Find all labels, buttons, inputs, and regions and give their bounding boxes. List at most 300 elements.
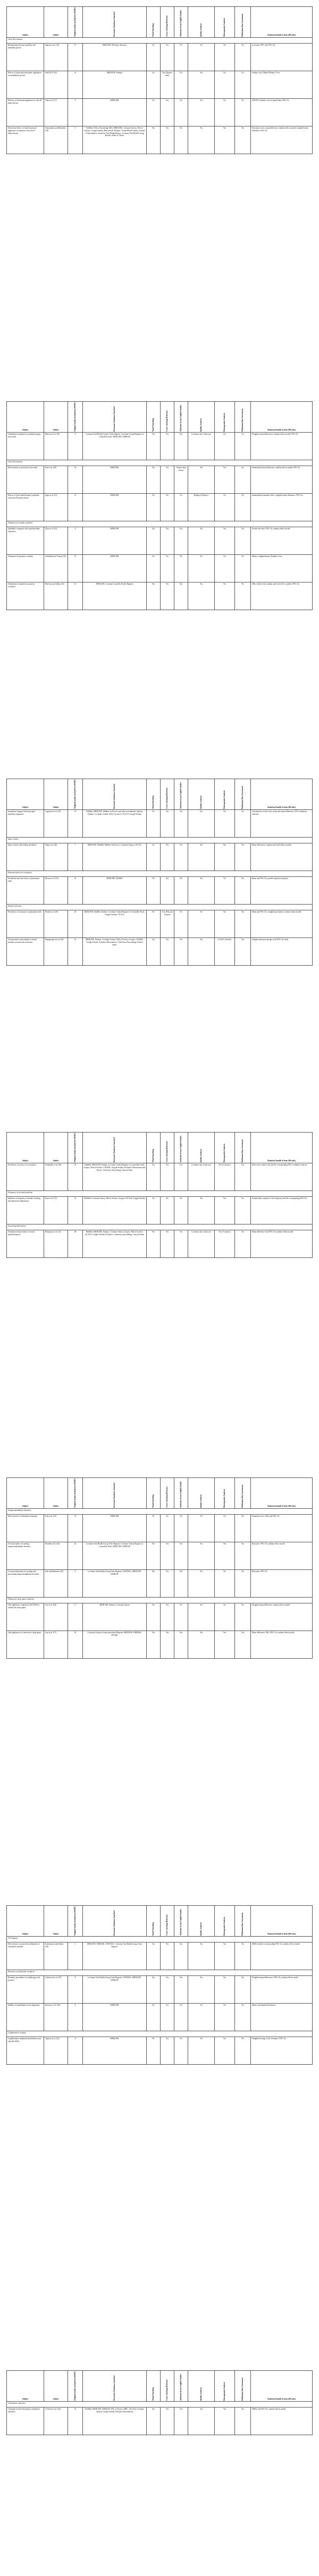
column-header [174, 7, 188, 38]
table-cell: Parametric tests; ORs with 95% CIs [251, 1514, 313, 1542]
table-cell: Yes [235, 1631, 251, 1658]
column-header-label: Cross-checking Reference [166, 410, 169, 432]
section-heading: Dental extraction [7, 904, 313, 910]
table-cell: Pooled effect; analysis of the frequency and the corresponding 95% CIs [251, 1196, 313, 1224]
table-cell: Yes [161, 126, 174, 154]
column-header-label: Publication Bias Assessment [241, 1139, 244, 1162]
section-heading: Orthodontic education [7, 2401, 313, 2407]
section-heading: Frequency of occlusal problems [7, 1190, 313, 1196]
table-row [7, 1942, 313, 1970]
table-header-row [7, 2371, 313, 2402]
column-header [147, 402, 161, 433]
table-row [7, 527, 313, 554]
table-cell: Yes [188, 126, 215, 154]
table-cell: Yes [188, 466, 215, 493]
table-row [7, 1542, 313, 1569]
table-cell: No [215, 432, 235, 460]
column-header [215, 402, 235, 433]
table-row [7, 1163, 313, 1190]
column-header [68, 402, 83, 433]
table-cell: Effectiveness of powered toothbrushes in orthodontic patients [7, 1942, 44, 1970]
column-header [147, 1906, 161, 1937]
column-header-label: Hand Searching [152, 1149, 155, 1162]
table-cell: No [147, 493, 161, 521]
table-cell: Yes [161, 1631, 174, 1658]
table-cell: Yes [188, 71, 215, 98]
table-cell: Yes [188, 1542, 215, 1569]
table-row [7, 466, 313, 493]
column-header-label: Inclusion of non-English Studies [180, 782, 182, 809]
table-cell: No [215, 582, 235, 610]
table-cell: Yes [147, 1230, 161, 1257]
table-cell: SMDs with the corresponding 95% CIs; random effects model [251, 1942, 313, 1970]
table-header-row [7, 1133, 313, 1163]
column-header: Statistical handle of data (SR only) [251, 402, 313, 433]
table-cell: Yes [147, 432, 161, 460]
table-cell: No [174, 43, 188, 71]
table-cell: Yes [188, 2037, 215, 2064]
column-header-label: Original studies included in SR/MA [74, 402, 77, 432]
table-cell: Cochrane risk of bias tool [188, 432, 215, 460]
table-cell: Yes [147, 527, 161, 554]
table-cell: No [215, 1569, 235, 1597]
table-cell: Computer-assisted learning in orthodontic education [7, 2407, 44, 2435]
systematic-review-table [6, 2370, 313, 2435]
section-heading: Cephalometric analysis [7, 2031, 313, 2037]
section-row [7, 1970, 313, 1975]
table-cell: Means; weighted mean; Student's t-test [251, 554, 313, 582]
table-cell: 12 [68, 493, 83, 521]
table-cell: No [174, 493, 188, 521]
table-cell: Yes [235, 1542, 251, 1569]
table-cell: Treatment for posterior crossbite [7, 554, 44, 582]
column-header: Statistical handle of data (SR only) [251, 1478, 313, 1509]
column-header: Author [44, 1478, 68, 1509]
table-cell: No [235, 1569, 251, 1597]
table-cell: Yes [215, 1942, 235, 1970]
table-cell: Yes [174, 1975, 188, 2003]
column-header [215, 1906, 235, 1937]
table-cell: 17 [68, 1603, 83, 1631]
table-cell: 8 [68, 1975, 83, 2003]
table-cell: MEDLINE [83, 98, 147, 126]
section-heading: Obstructive sleep apnea syndrome [7, 1597, 313, 1603]
table-cell: MEDLINE, Cochrane Controlled Trials Register [83, 582, 147, 610]
table-row [7, 1230, 313, 1257]
column-header [83, 2371, 147, 2402]
table-cell: ANOVA; Student t test for paired data; 95% CIs [251, 98, 313, 126]
table-cell: Rossouw et al. [40] [44, 2003, 68, 2031]
table-cell: Orthodontic treatment for prominent upper front teeth [7, 432, 44, 460]
column-header: Subject [7, 1133, 44, 1163]
table-cell: Yes [188, 938, 215, 965]
table-cell: Yes [188, 843, 215, 871]
table-header-row [7, 402, 313, 433]
table-cell: No [235, 432, 251, 460]
section-row [7, 1936, 313, 1942]
table-cell: Lim et al. [36] [44, 1603, 68, 1631]
table-cell: Yes [188, 1942, 215, 1970]
column-header-label: Original studies included in SR/MA [74, 1906, 77, 1936]
column-header [174, 2371, 188, 2402]
table-cell: Standardized mean difference; random effects model; 95% CIs [251, 466, 313, 493]
table-cell: PubMed, MEDLINE, Embase, Cochrane Library, Scopus, Web of Science, LILACS, Google Scholar, ProQuest, Conference proceedings, Grey literature [83, 1230, 147, 1257]
table-cell: Yes [188, 1603, 215, 1631]
table-cell: Yes [161, 1603, 174, 1631]
table-cell: Yes [161, 43, 174, 71]
table-cell: ORs; relative risk; random and fixed effects models; 95% CIs [251, 582, 313, 610]
table-cell: 12 [68, 1196, 83, 1224]
table-cell: Original mean percentages with 95% CIs; Stata [251, 938, 313, 965]
table-cell: Descriptive tests, mean difference; random effects model; weighted mean difference; 95% CIs [251, 126, 313, 154]
table-cell: Yes [174, 1542, 188, 1569]
column-header-label: Original studies included in SR/MA [74, 780, 77, 809]
column-header [188, 779, 215, 810]
column-header [83, 779, 147, 810]
section-heading: Space closure [7, 837, 313, 843]
table-cell: Calculations of effect size; mean and mean differences; 95% confidence intervals [251, 809, 313, 837]
column-header [174, 1478, 188, 1509]
table-cell: Effects of functional orthodontic appliances on mandibular growth [7, 71, 44, 98]
column-header-label: Electronic Databases Searched [113, 1482, 116, 1508]
systematic-review-table [6, 1132, 313, 1258]
table-row [7, 432, 313, 460]
column-header: Statistical handle of data (SR only) [251, 779, 313, 810]
table-cell: No [174, 71, 188, 98]
table-row [7, 876, 313, 904]
table-cell: Prevalence and risk factors of permanent teeth [7, 876, 44, 904]
column-header-label: Hand Searching [152, 1922, 155, 1936]
column-header-label: Quality Analysis [200, 2387, 203, 2401]
table-cell: Yes [161, 2037, 174, 2064]
section-heading: Temporomandibular disorders [7, 1508, 313, 1514]
section-heading: Class III treatment [7, 37, 313, 43]
table-row [7, 843, 313, 871]
table-cell: No [147, 910, 161, 938]
table-cell: No [235, 71, 251, 98]
table-cell: Yes [188, 2407, 215, 2435]
table-cell: No [147, 876, 161, 904]
table-cell: Weighted mean difference; random effects model [251, 1603, 313, 1631]
table-cell: Lim et al. [37] [44, 1631, 68, 1658]
table-cell: MEDLINE, Embase, Cochrane Library, Web of Science, Scopus, CINAHL, Google Scholar, ProQuest Dissertations, Conference Proceedings Citation Index [83, 938, 147, 965]
table-cell: 10 [68, 2407, 83, 2435]
table-cell: 16 [68, 1631, 83, 1658]
table-cell: No [174, 1603, 188, 1631]
table-row [7, 582, 313, 610]
column-header [215, 1133, 235, 1163]
column-header [68, 1478, 83, 1509]
column-header-label: Original studies included in SR/MA [74, 7, 77, 37]
table-cell: Yes [161, 1569, 174, 1597]
column-header-label: Cross-checking Reference [166, 1914, 169, 1936]
table-cell: 7 [68, 843, 83, 871]
table-row [7, 493, 313, 521]
table-cell: 16 [68, 876, 83, 904]
column-header-label: Quality Analysis [200, 23, 203, 37]
section-heading: Oral hygiene [7, 1936, 313, 1942]
table-cell: Cochrane Oral Health Group Trials Register, CENTRAL, MEDLINE, EMBASE [83, 1569, 147, 1597]
table-row [7, 1196, 313, 1224]
column-header [83, 402, 147, 433]
table-cell: Chinese data shown [174, 466, 188, 493]
table-cell: Oral appliances compared with CPAP for obstructive sleep apnea [7, 1603, 44, 1631]
column-header [215, 1478, 235, 1509]
table-cell: No [235, 466, 251, 493]
column-header-label: Hand Searching [152, 418, 155, 432]
column-header-label: Inclusion of non-English Studies [180, 405, 182, 432]
table-cell: Occlusal adjustment for treating and preventing temporomandibular disorders [7, 1569, 44, 1597]
table-header-row [7, 1906, 313, 1937]
table-cell: Yes [147, 1603, 161, 1631]
table-cell: No [235, 2037, 251, 2064]
table-cell: No [174, 2037, 188, 2064]
table-cell: MEDLINE; Dentistry Abstracts [83, 43, 147, 71]
table-cell: Walsh et al. [28] [44, 910, 68, 938]
table-cell: Yes [147, 1569, 161, 1597]
column-header-label: Heterogeneity Analysis [223, 1143, 226, 1162]
table-cell: No [161, 1514, 174, 1542]
column-header [161, 402, 174, 433]
column-header-label: Electronic Databases Searched [113, 1910, 116, 1936]
table-cell: No [147, 98, 161, 126]
table-cell: 14 [68, 466, 83, 493]
table-cell: No [161, 493, 174, 521]
table-cell: Yes [188, 910, 215, 938]
table-cell: Yes [188, 1196, 215, 1224]
table-cell: Kaur et al. [31] [44, 1196, 68, 1224]
systematic-review-table [6, 401, 313, 610]
column-header-label: Heterogeneity Analysis [223, 1916, 226, 1936]
column-header: Statistical handle of data (SR only) [251, 1906, 313, 1937]
column-header: Author [44, 1133, 68, 1163]
table-cell: No [161, 1196, 174, 1224]
table-cell: Yes [161, 1542, 174, 1569]
column-header: Statistical handle of data (SR only) [251, 2371, 313, 2402]
column-header [68, 1906, 83, 1937]
table-cell: No [235, 1942, 251, 1970]
column-header [161, 1478, 174, 1509]
table-cell: Space closure with sliding mechanics [7, 843, 44, 871]
section-heading: Retention of orthodontic treatment [7, 1970, 313, 1975]
column-header-label: Electronic Databases Searched [113, 11, 116, 37]
table-cell: Yes [235, 1163, 251, 1190]
column-header-label: Publication Bias Assessment [241, 408, 244, 432]
systematic-review-table [6, 1477, 313, 1659]
table-cell: No [174, 98, 188, 126]
table-cell: Yes [161, 1975, 174, 2003]
table-row [7, 126, 313, 154]
table-cell: No [147, 2003, 161, 2031]
table-cell: Yes [174, 809, 188, 837]
table-cell: Yes (I² statistic) [215, 1163, 235, 1190]
table-cell: No [215, 809, 235, 837]
table-cell: Yes [235, 843, 251, 871]
section-row [7, 2031, 313, 2037]
table-cell: No [215, 1603, 235, 1631]
table-cell: No [235, 2003, 251, 2031]
table-row [7, 43, 313, 71]
table-cell: No [235, 493, 251, 521]
table-cell: No [215, 1514, 235, 1542]
table-cell: Treatment and prevalence of facial hyperdivergency [7, 1230, 44, 1257]
table-cell: PubMed, MEDLINE, EMBASE, Web of Science, ERIC, LILACS, Cochrane Library, Google Scholar, ProQuest Dissertations [83, 2407, 147, 2435]
table-cell: Yes [174, 1631, 188, 1658]
table-cell: Antonarakis and Kiliaridis [18] [44, 126, 68, 154]
column-header [215, 2371, 235, 2402]
column-header: Subject [7, 779, 44, 810]
column-header [188, 1133, 215, 1163]
table-cell: Student t-test; Mann-Whitney U test [251, 71, 313, 98]
table-cell: Yes [161, 98, 174, 126]
column-header-label: Publication Bias Assessment [241, 786, 244, 809]
column-header [68, 1133, 83, 1163]
table-cell: Yes [188, 582, 215, 610]
table-cell: No [188, 43, 215, 71]
table-cell: Kim et al. [20] [44, 466, 68, 493]
table-cell: 9 [68, 2003, 83, 2031]
table-cell: Standardized treatment effect; weighted mean difference; 95% CIs [251, 493, 313, 521]
column-header-label: Original studies included in SR/MA [74, 2371, 77, 2401]
table-cell: Ebrahim et al. [34] [44, 1542, 68, 1569]
column-header: Subject [7, 402, 44, 433]
table-cell: Lagravère et al. [25] [44, 809, 68, 837]
table-cell: No [147, 843, 161, 871]
table-cell: Immediate changes following rapid maxillary expansion [7, 809, 44, 837]
section-row [7, 1597, 313, 1603]
table-cell: Yes [174, 1163, 188, 1190]
table-cell: Yes [235, 938, 251, 965]
column-header [215, 7, 235, 38]
table-cell: Stability of mandibular incisor alignment [7, 2003, 44, 2031]
table-cell: No [235, 43, 251, 71]
table-cell: Al-Jewair et al. [42] [44, 2407, 68, 2435]
table-cell: Yes [147, 938, 161, 965]
table-cell: 23 [68, 1163, 83, 1190]
column-header [68, 2371, 83, 2402]
table-cell: Two (Pub and Scopus) [161, 910, 174, 938]
column-header: Statistical handle of data (SR only) [251, 7, 313, 38]
table-cell: Relationship between maxillary and mandible growth [7, 43, 44, 71]
table-cell: Yes [161, 2407, 174, 2435]
column-header [174, 1906, 188, 1937]
column-header-label: Quality Analysis [200, 1494, 203, 1508]
table-cell: Weighted mean differences; random effects model; 95% CIs [251, 432, 313, 460]
table-cell: Yes [188, 1631, 215, 1658]
table-cell: MEDLINE, Embase [83, 71, 147, 98]
table-cell: No [174, 1514, 188, 1542]
table-cell: Effectiveness of protraction face mask [7, 466, 44, 493]
table-cell: Yes (Nguyen data) [161, 71, 174, 98]
table-cell: Means and standard deviations [251, 2003, 313, 2031]
table-cell: Yes [147, 466, 161, 493]
table-cell: GLAST checklist [215, 938, 235, 965]
table-cell: MEDLINE, Embase, Cochrane Library [83, 1603, 147, 1631]
table-cell: Mean differences; random and fixed effects models [251, 843, 313, 871]
column-header-label: Inclusion of non-English Studies [180, 1909, 182, 1936]
table-cell: Yes [215, 2407, 235, 2435]
table-cell: Yes [188, 1569, 215, 1597]
table-cell: No [235, 809, 251, 837]
column-header [174, 402, 188, 433]
column-header-label: Inclusion of non-English Studies [180, 1136, 182, 1162]
table-cell: 9 [68, 98, 83, 126]
table-cell: Yes [174, 1230, 188, 1257]
table-cell: 12 [68, 938, 83, 965]
table-cell: 5 [68, 1942, 83, 1970]
table-cell: 13 [68, 582, 83, 610]
column-header: Author [44, 1906, 68, 1937]
table-cell: Yes [188, 527, 215, 554]
table-row [7, 2407, 313, 2435]
table-cell: Yes [235, 1230, 251, 1257]
table-cell: Nguyen et al. [15] [44, 43, 68, 71]
column-header-label: Heterogeneity Analysis [223, 18, 226, 37]
column-header [188, 7, 215, 38]
column-header-label: Electronic Databases Searched [113, 406, 116, 432]
section-heading: Treatment of crossbite problems [7, 521, 313, 527]
column-header [161, 779, 174, 810]
section-row [7, 37, 313, 43]
column-header-label: Cross-checking Reference [166, 1487, 169, 1508]
table-cell: Yes [161, 2003, 174, 2031]
column-header-label: Publication Bias Assessment [241, 1912, 244, 1936]
table-cell: Quadhelix compared with rapid maxillary expansion [7, 527, 44, 554]
table-row [7, 1514, 313, 1542]
table-cell: No [215, 876, 235, 904]
column-header-label: Electronic Databases Searched [113, 1137, 116, 1162]
table-cell: Yes [235, 1196, 251, 1224]
column-header: Author [44, 779, 68, 810]
column-header [161, 7, 174, 38]
table-cell: Weighted average of the estimates; 95% CIs [251, 2037, 313, 2064]
column-header: Statistical handle of data (SR only) [251, 1133, 313, 1163]
section-row [7, 837, 313, 843]
column-header-label: Hand Searching [152, 1494, 155, 1508]
section-heading: Facial hyperdivergency [7, 1224, 313, 1230]
table-cell: Characteristics and attitudes of dental students toward tooth extraction [7, 938, 44, 965]
table-cell: Yes [215, 466, 235, 493]
table-header-row [7, 7, 313, 38]
table-cell: 8 [68, 432, 83, 460]
table-cell: MEDLINE [83, 554, 147, 582]
table-cell: No [147, 554, 161, 582]
column-header-label: Quality Analysis [200, 418, 203, 432]
table-cell: No [147, 71, 161, 98]
table-cell: Yes [174, 1569, 188, 1597]
table-cell: Efficacy of functional appliances in class III malocclusion [7, 98, 44, 126]
table-cell: Yes [174, 2407, 188, 2435]
column-header [188, 1478, 215, 1509]
column-header: Author [44, 7, 68, 38]
column-header [161, 2371, 174, 2402]
table-cell: Cochrane Airways Group Specialised Register, MEDLINE, EMBASE, CINAHL [83, 1631, 147, 1658]
table-cell: Cochrane Oral Health Group Trials Register, Cochrane Central Register of Controlled Trials, MEDLINE, EMBASE [83, 1542, 147, 1569]
table-cell: Yes [174, 527, 188, 554]
table-cell: Yes [174, 582, 188, 610]
section-row [7, 2401, 313, 2407]
table-cell: Tang et al. [26] [44, 843, 68, 871]
column-header [83, 7, 147, 38]
table-cell: MEDLINE [83, 466, 147, 493]
table-cell: Yes [161, 432, 174, 460]
column-header: Author [44, 402, 68, 433]
table-header-row [7, 779, 313, 810]
column-header [83, 1906, 147, 1937]
table-cell: Yes [235, 126, 251, 154]
table-cell: No [147, 1196, 161, 1224]
table-cell: Yes [147, 1975, 161, 2003]
